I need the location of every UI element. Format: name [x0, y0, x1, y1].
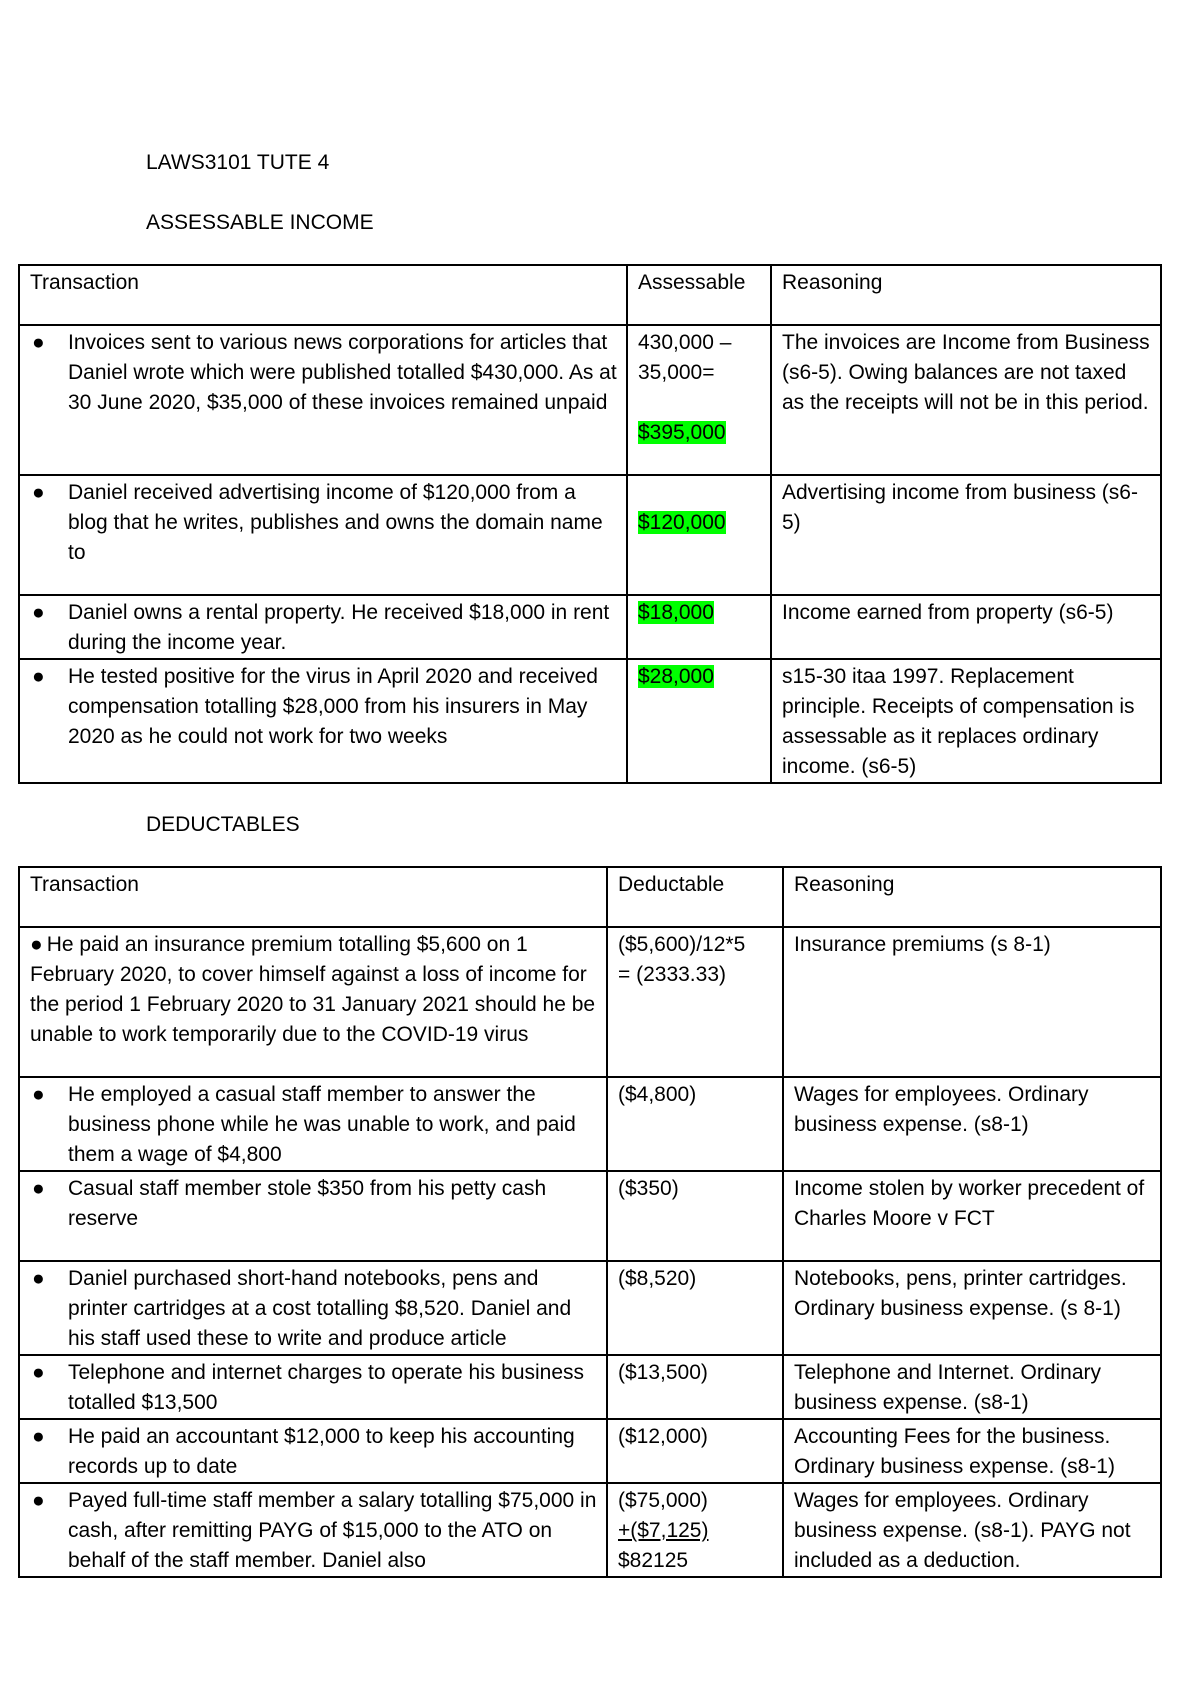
reasoning-cell: Telephone and Internet. Ordinary business expense. (s8-1)	[783, 1355, 1161, 1419]
table-row	[19, 1077, 1161, 1171]
transaction-text: Daniel received advertising income of $120,000 from a blog that he writes, publishes and owns the domain name to	[68, 481, 603, 564]
transaction-text: He employed a casual staff member to answer the business phone while he was unable to work, and paid them a wage of $4,800	[68, 1083, 576, 1166]
table-row	[19, 927, 1161, 1077]
transaction-cell	[19, 1077, 607, 1171]
assessable-amount-highlight: $395,000	[638, 421, 726, 444]
bullet-icon: ●	[32, 481, 45, 504]
reasoning-cell: Advertising income from business (s6-5)	[771, 475, 1161, 595]
transaction-text: Daniel owns a rental property. He received $18,000 in rent during the income year.	[68, 601, 610, 654]
table-row	[19, 1261, 1161, 1355]
column-header-transaction: Transaction	[19, 265, 627, 325]
transaction-text: Telephone and internet charges to operate his business totalled $13,500	[68, 1361, 585, 1414]
reasoning-cell: Wages for employees. Ordinary business expense. (s8-1)	[783, 1077, 1161, 1171]
deduction-table-header	[19, 867, 1161, 927]
bullet-icon: ●	[32, 601, 45, 624]
reasoning-cell: Wages for employees. Ordinary business expense. (s8-1). PAYG not included as a deduction.	[783, 1483, 1161, 1577]
transaction-cell	[19, 325, 627, 475]
table-row	[19, 475, 1161, 595]
transaction-text: Invoices sent to various news corporations for articles that Daniel wrote which were published totalled $430,000. As at 30 June 2020, $35,000 of these invoices remained unpaid	[68, 331, 617, 414]
deductable-amount: ($5,600)/12*5	[618, 933, 746, 956]
column-header-assessable: Assessable	[627, 265, 771, 325]
reasoning-cell: Insurance premiums (s 8-1)	[783, 927, 1161, 1077]
transaction-text: Daniel purchased short-hand notebooks, pens and printer cartridges at a cost totalling $8,520. Daniel and his staff used these to write and produce article	[68, 1267, 572, 1350]
bullet-icon: ●	[32, 1489, 45, 1512]
deduction-table	[18, 866, 1162, 1578]
bullet-icon: ●	[32, 1083, 45, 1106]
assessable-amount-highlight: $120,000	[638, 511, 726, 534]
bullet-icon: ●	[30, 933, 43, 956]
transaction-cell	[19, 659, 627, 783]
transaction-cell	[19, 1483, 607, 1577]
deductable-amount: ($75,000)	[618, 1489, 708, 1512]
transaction-text: Casual staff member stole $350 from his petty cash reserve	[68, 1177, 547, 1230]
amount-cell: ($4,800)	[607, 1077, 783, 1171]
calculation-line: 430,000 –	[638, 331, 732, 354]
transaction-text: He paid an accountant $12,000 to keep his accounting records up to date	[68, 1425, 575, 1478]
bullet-icon: ●	[32, 665, 45, 688]
amount-cell	[627, 475, 771, 595]
transaction-cell	[19, 1355, 607, 1419]
bullet-icon: ●	[32, 331, 45, 354]
section-heading-income: ASSESSABLE INCOME	[146, 211, 374, 234]
table-row	[19, 595, 1161, 659]
transaction-cell	[19, 595, 627, 659]
deductable-amount: +($7,125)	[618, 1519, 709, 1542]
amount-cell: ($12,000)	[607, 1419, 783, 1483]
amount-cell	[627, 595, 771, 659]
amount-cell: ($13,500)	[607, 1355, 783, 1419]
deductable-amount: = (2333.33)	[618, 963, 726, 986]
transaction-cell	[19, 927, 607, 1077]
bullet-icon: ●	[32, 1361, 45, 1384]
amount-cell: ($350)	[607, 1171, 783, 1261]
transaction-text: He tested positive for the virus in April 2020 and received compensation totalling $28,000 from his insurers in May 2020 as he could not work for two weeks	[68, 665, 598, 748]
income-table	[18, 264, 1162, 784]
table-row	[19, 1171, 1161, 1261]
reasoning-cell: Accounting Fees for the business. Ordinary business expense. (s8-1)	[783, 1419, 1161, 1483]
bullet-icon: ●	[32, 1267, 45, 1290]
bullet-icon: ●	[32, 1425, 45, 1448]
reasoning-cell: s15-30 itaa 1997. Replacement principle. Receipts of compensation is assessable as it replaces ordinary income. (s6-5)	[771, 659, 1161, 783]
amount-cell	[607, 1483, 783, 1577]
document-title: LAWS3101 TUTE 4	[146, 151, 330, 174]
reasoning-cell: The invoices are Income from Business (s6-5). Owing balances are not taxed as the receipts will not be in this period.	[771, 325, 1161, 475]
deductable-total: $82125	[618, 1549, 689, 1572]
calculation-line: 35,000=	[638, 361, 715, 384]
bullet-icon: ●	[32, 1177, 45, 1200]
amount-cell	[627, 659, 771, 783]
transaction-text: Payed full-time staff member a salary totalling $75,000 in cash, after remitting PAYG of $15,000 to the ATO on behalf of the staff member. Daniel also	[68, 1489, 597, 1572]
reasoning-cell: Notebooks, pens, printer cartridges. Ordinary business expense. (s 8-1)	[783, 1261, 1161, 1355]
transaction-cell	[19, 475, 627, 595]
transaction-cell	[19, 1261, 607, 1355]
transaction-cell	[19, 1171, 607, 1261]
amount-cell	[627, 325, 771, 475]
section-heading-deductions: DEDUCTABLES	[146, 813, 300, 836]
amount-cell: ($8,520)	[607, 1261, 783, 1355]
assessable-amount-highlight: $28,000	[638, 665, 714, 688]
table-row	[19, 1419, 1161, 1483]
table-row	[19, 1355, 1161, 1419]
reasoning-cell: Income stolen by worker precedent of Charles Moore v FCT	[783, 1171, 1161, 1261]
column-header-deductable: Deductable	[607, 867, 783, 927]
table-row	[19, 659, 1161, 783]
column-header-reasoning: Reasoning	[771, 265, 1161, 325]
column-header-reasoning: Reasoning	[783, 867, 1161, 927]
income-table-header	[19, 265, 1161, 325]
assessable-amount-highlight: $18,000	[638, 601, 714, 624]
reasoning-cell: Income earned from property (s6-5)	[771, 595, 1161, 659]
transaction-cell	[19, 1419, 607, 1483]
transaction-text: He paid an insurance premium totalling $5,600 on 1 February 2020, to cover himself against a loss of income for the period 1 February 2020 to 31 January 2021 should he be unable to work temporarily due to the COVID-19 virus	[30, 933, 596, 1046]
column-header-transaction: Transaction	[19, 867, 607, 927]
table-row	[19, 325, 1161, 475]
amount-cell	[607, 927, 783, 1077]
table-row	[19, 1483, 1161, 1577]
